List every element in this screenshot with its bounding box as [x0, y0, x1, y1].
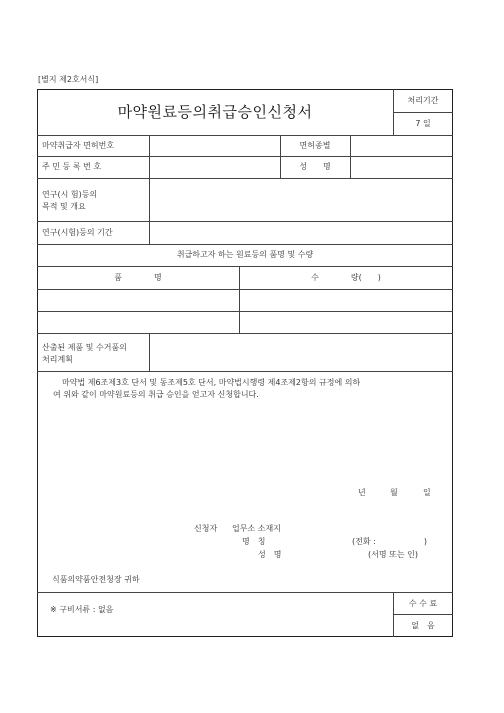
date-month: 월 [390, 488, 398, 497]
statement-line-2: 여 위와 같이 마약원료등의 취급 승인을 얻고자 신청합니다. [53, 390, 259, 399]
statement-line-1: 마약법 제6조제3호 단서 및 동조제5호 단서, 마약법시행령 제4조제2항의 규정에 의하 [62, 378, 361, 387]
date-day: 일 [423, 488, 431, 497]
fee-label: 수 수 료 [408, 599, 438, 608]
fee-divider [393, 614, 453, 615]
attachment-note: ※ 구비서류 : 없음 [50, 605, 114, 614]
items-section-header: 취급하고자 하는 원료등의 품명 및 수량 [176, 250, 314, 259]
row-line [37, 333, 453, 334]
row-line [37, 371, 453, 372]
item-name-header: 품 명 [114, 273, 162, 282]
license-number-label: 마약취급자 면허번호 [42, 141, 115, 150]
col-divider [149, 333, 150, 371]
processing-period-label: 처리기간 [407, 96, 439, 105]
research-purpose-label-2: 목적 및 개요 [42, 202, 86, 211]
name-label: 성 명 [299, 162, 331, 171]
business-address-label: 업무소 소재지 [232, 524, 281, 533]
date-year: 년 [358, 488, 366, 497]
research-purpose-label-1: 연구(시 험)등의 [42, 190, 98, 199]
disposal-plan-label-2: 처리계획 [42, 355, 73, 364]
row-line [37, 592, 453, 593]
processing-period-value: 7 일 [415, 119, 431, 128]
license-type-label: 면허종별 [299, 141, 331, 150]
form-title: 마약원료등의취급승인신청서 [117, 103, 313, 121]
form-number: [별지 제2호서식] [38, 75, 99, 84]
disposal-plan-label-1: 산출된 제품 및 수거품의 [42, 343, 127, 352]
recipient: 식품의약품안전청장 귀하 [52, 575, 140, 584]
phone-label: (전화 : ) [352, 537, 427, 546]
row-line [37, 244, 453, 245]
col-divider [149, 135, 150, 244]
col-divider [350, 135, 351, 178]
resident-number-label: 주 민 등 록 번 호 [42, 162, 102, 171]
applicant-name-label: 성 명 [258, 550, 282, 559]
applicant-label: 신청자 [194, 524, 218, 533]
row-line [37, 135, 453, 136]
item-qty-header: 수 량( ) [311, 273, 381, 282]
row-line [37, 289, 453, 290]
fee-value: 없 음 [411, 621, 435, 630]
row-line [37, 311, 453, 312]
firm-name-label: 명 칭 [242, 537, 266, 546]
row-line [37, 156, 453, 157]
row-line [37, 178, 453, 179]
signature-label: (서명 또는 인) [368, 550, 418, 559]
processing-divider [393, 112, 453, 113]
row-line [37, 221, 453, 222]
research-period-label: 연구(시험)등의 기간 [42, 228, 113, 237]
row-line [37, 266, 453, 267]
